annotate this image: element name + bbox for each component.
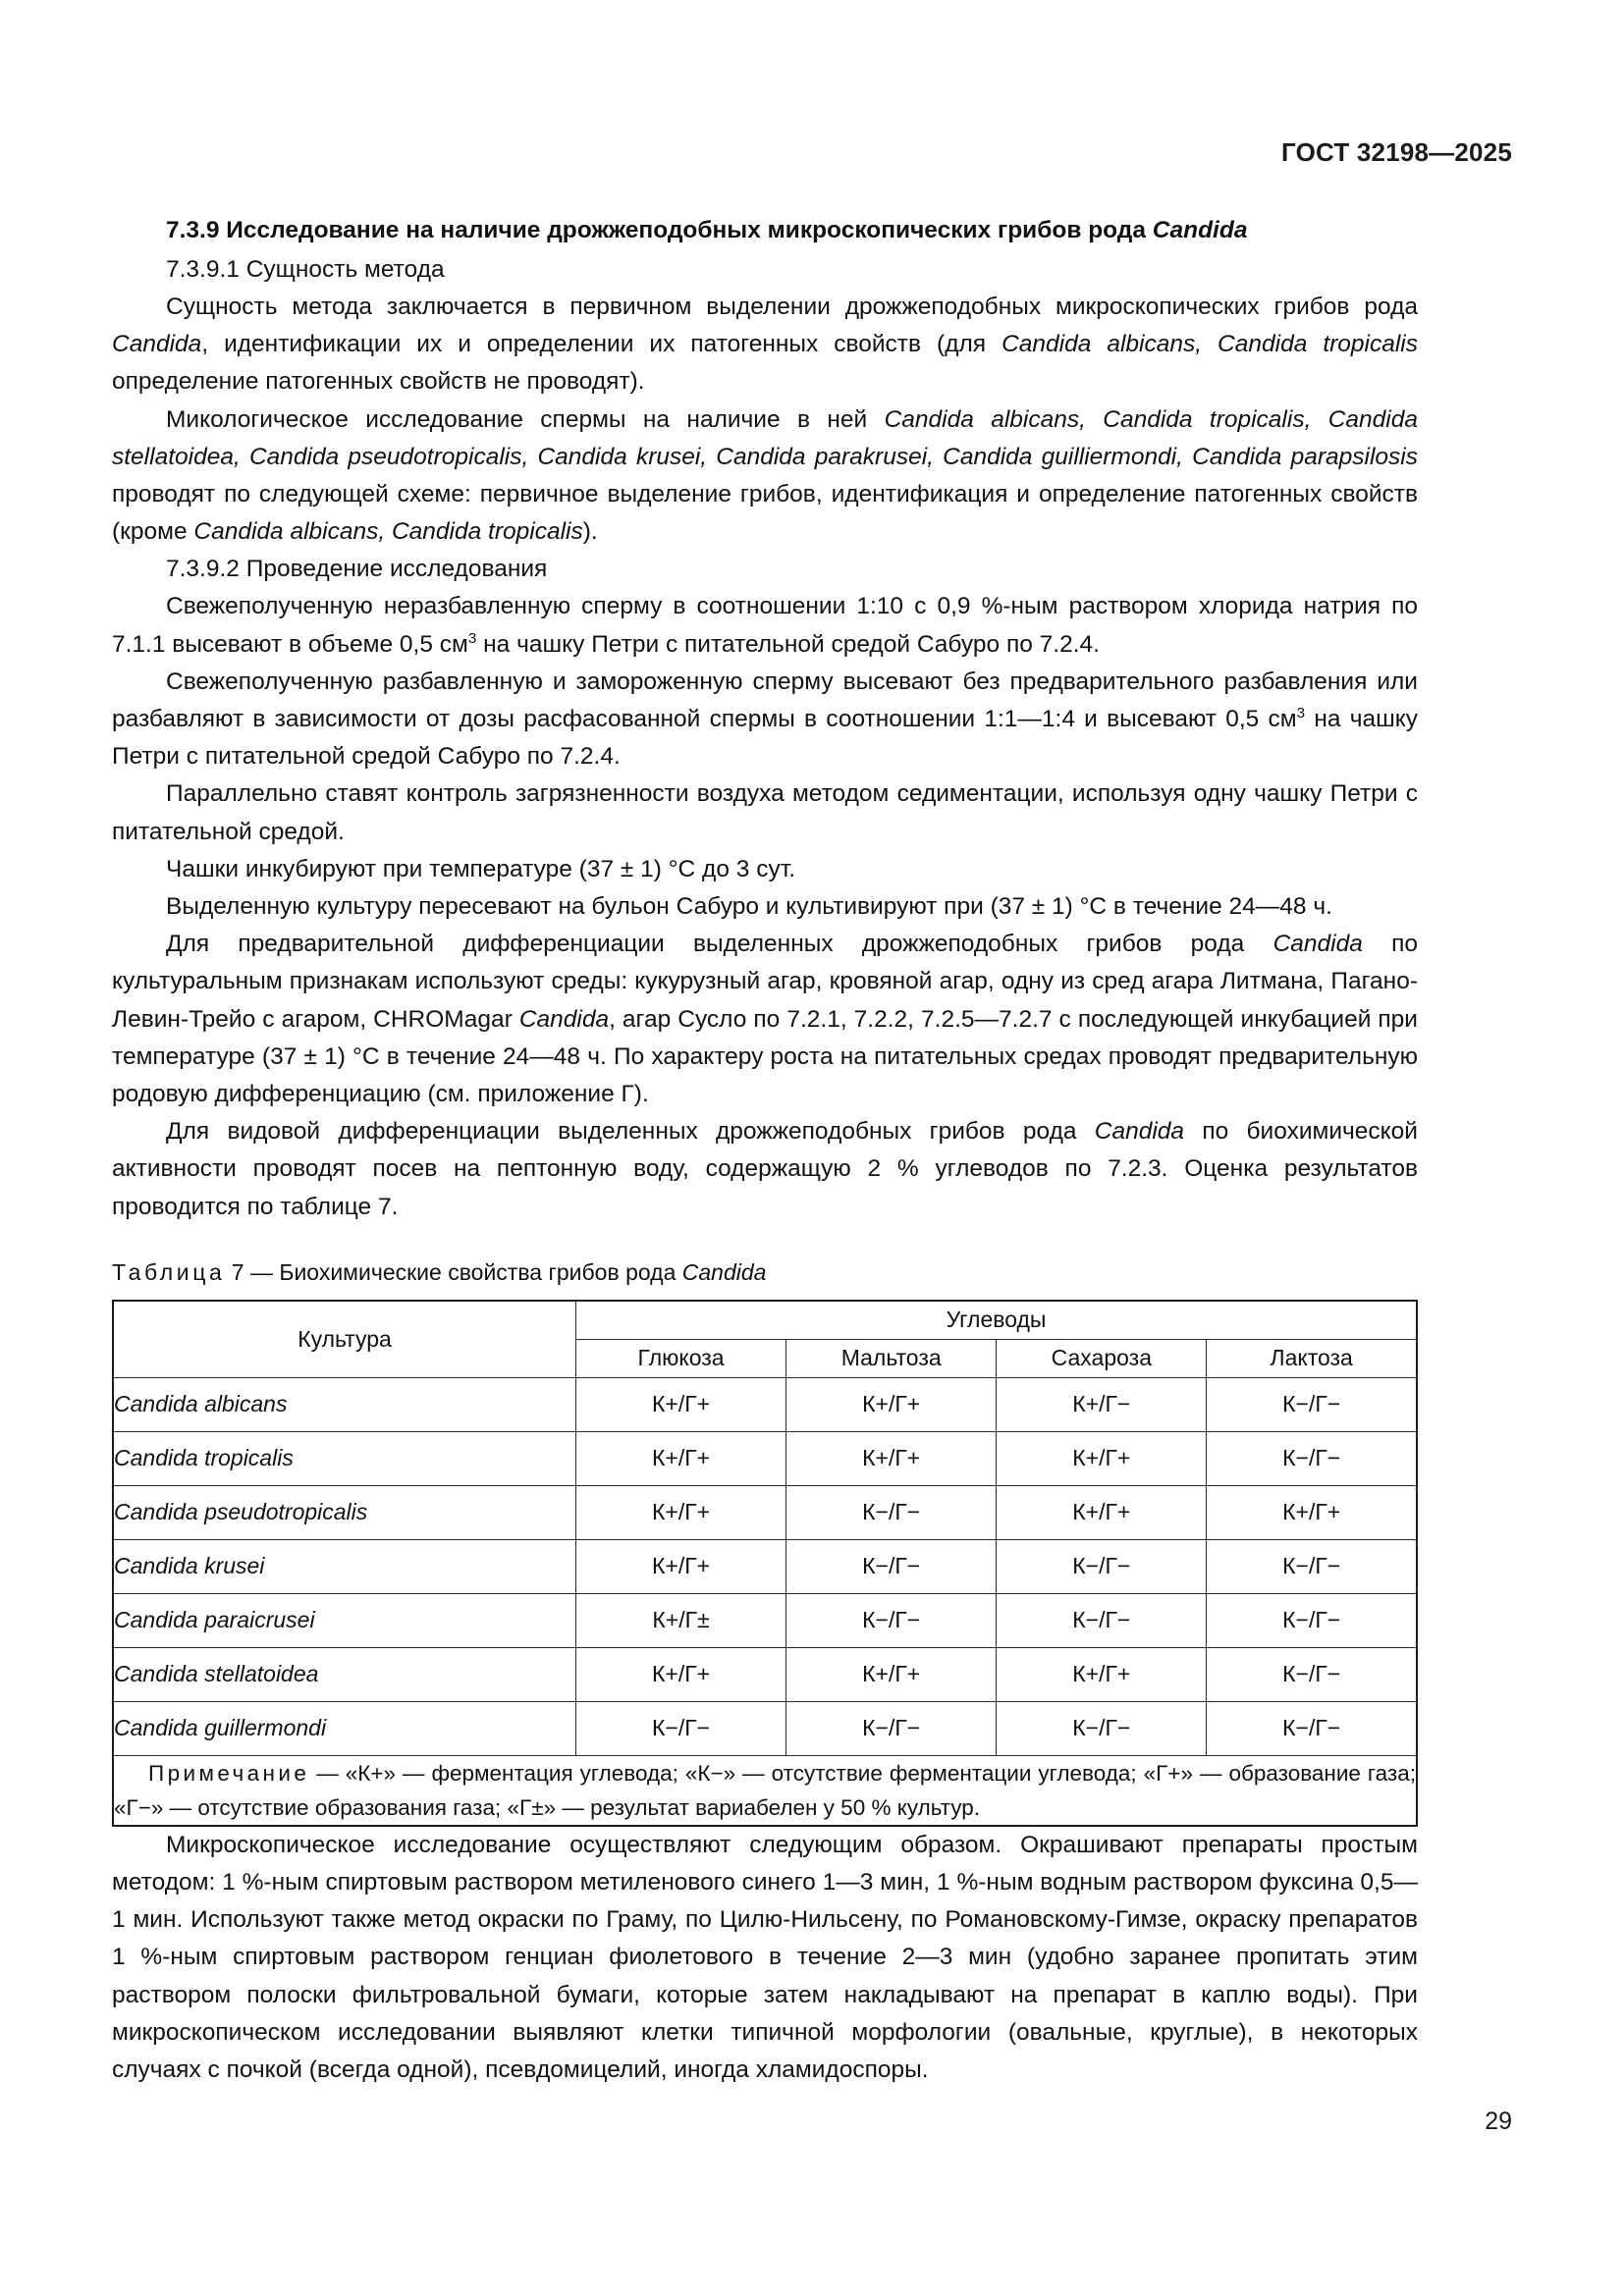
text-run: , агар Сусло по 7.2.1, 7.2.2, 7.2.5—7.2.7 с последующей инкубацией при температуре (37 ± 1) °С в течение 24—48 ч. По характеру роста на питательных средах проводят предварительную родовую дифференциацию (см. приложение Г). — [112, 1005, 1418, 1108]
table-row — [113, 1701, 1417, 1755]
cell-maltose: К−/Г− — [786, 1485, 997, 1539]
cell-culture: Candida pseudotropicalis — [113, 1485, 576, 1539]
species-list: Candida albicans, Candida tropicalis, Candida stellatoidea, Candida pseudotropicalis, Candida krusei, Candida parakrusei, Candida guilliermondi, Candida parapsilosis — [112, 405, 1419, 470]
text-run: Микологическое исследование спермы на наличие в ней — [166, 405, 885, 433]
section-heading — [112, 212, 1418, 249]
text-run: проводят по следующей схеме: первичное выделение грибов, идентификация и определение патогенных свойств (кроме — [112, 481, 1418, 546]
column-header-culture: Культура — [113, 1301, 576, 1378]
species-name: Candida albicans, Candida tropicalis — [193, 518, 583, 546]
text-run: на чашку Петри с питательной средой Сабуро по 7.2.4. — [476, 630, 1100, 658]
text-run: Сущность метода заключается в первичном выделении дрожжеподобных микроскопических грибов рода — [166, 294, 1418, 320]
table-row — [113, 1647, 1417, 1701]
paragraph-preliminary-differentiation — [112, 926, 1418, 1113]
table-row — [113, 1431, 1417, 1485]
column-header-sucrose: Сахароза — [997, 1339, 1207, 1377]
cell-maltose: К+/Г+ — [786, 1647, 997, 1701]
table-caption-dash: — — [249, 1258, 273, 1285]
cell-culture: Candida stellatoidea — [113, 1647, 576, 1701]
table-caption-species: Candida — [681, 1258, 767, 1285]
text-run: Для видовой дифференциации выделенных дрожжеподобных грибов рода — [166, 1118, 1095, 1146]
paragraph-mycological-study — [112, 401, 1418, 552]
text-run: Свежеполученную разбавленную и замороженную сперму высевают без предварительного разбавления или разбавляют в зависимости от дозы расфасованной спермы в соотношении 1:1—1:4 и высевают 0,5 см — [112, 667, 1418, 733]
paragraph-diluted-sperm — [112, 664, 1418, 776]
standard-designation: ГОСТ 32198—2025 — [1281, 137, 1512, 167]
cell-glucose: К−/Г− — [576, 1701, 786, 1755]
table-body — [113, 1377, 1417, 1826]
table-note — [113, 1755, 1417, 1826]
running-header — [0, 137, 1512, 168]
section-heading-species: Candida — [1152, 217, 1248, 243]
column-header-carbohydrates: Углеводы — [576, 1301, 1418, 1340]
column-header-glucose: Глюкоза — [576, 1339, 786, 1377]
cell-glucose: К+/Г+ — [576, 1539, 786, 1593]
cell-lactose: К−/Г− — [1207, 1593, 1417, 1647]
cell-sucrose: К−/Г− — [997, 1701, 1207, 1755]
cell-lactose: К−/Г− — [1207, 1701, 1417, 1755]
table-caption-text: Биохимические свойства грибов рода — [279, 1258, 682, 1285]
paragraph-species-differentiation — [112, 1113, 1418, 1226]
species-name: Candida — [112, 331, 202, 358]
cell-sucrose: К+/Г− — [997, 1377, 1207, 1431]
cell-sucrose: К+/Г+ — [997, 1431, 1207, 1485]
species-name: Candida — [1094, 1118, 1185, 1146]
biochemical-properties-table — [112, 1300, 1418, 1827]
cell-maltose: К+/Г+ — [786, 1431, 997, 1485]
table-caption-number: 7 — [231, 1258, 244, 1285]
table-note-text: — «К+» — ферментация углевода; «К−» — отсутствие ферментации углевода; «Г+» — образование газа; «Г−» — отсутствие образования газа; «Г±» — результат вариабелен у 50 % культур. — [114, 1760, 1416, 1820]
cell-culture: Candida paraicrusei — [113, 1593, 576, 1647]
cell-lactose: К−/Г− — [1207, 1539, 1417, 1593]
cell-maltose: К−/Г− — [786, 1593, 997, 1647]
cell-glucose: К+/Г+ — [576, 1647, 786, 1701]
column-header-maltose: Мальтоза — [786, 1339, 997, 1377]
cell-lactose: К−/Г− — [1207, 1377, 1417, 1431]
table-note-label: Примечание — [148, 1760, 310, 1786]
cell-sucrose: К−/Г− — [997, 1593, 1207, 1647]
species-name: Candida albicans, Candida tropicalis — [1001, 331, 1418, 358]
text-run: ). — [582, 518, 598, 546]
subsection-heading-2: 7.3.9.2 Проведение исследования — [166, 556, 548, 583]
cell-maltose: К−/Г− — [786, 1539, 997, 1593]
paragraph-essence — [112, 289, 1418, 401]
paragraph-subculture: Выделенную культуру пересевают на бульон Сабуро и культивируют при (37 ± 1) °С в течение 24—48 ч. — [166, 893, 1332, 921]
table-row — [113, 1485, 1417, 1539]
cell-maltose: К+/Г+ — [786, 1377, 997, 1431]
table-caption-word: Таблица — [112, 1258, 226, 1285]
cell-culture: Candida guillermondi — [113, 1701, 576, 1755]
cell-glucose: К+/Г+ — [576, 1485, 786, 1539]
table-caption — [112, 1255, 1418, 1289]
text-run: Для предварительной дифференциации выделенных дрожжеподобных грибов рода — [166, 931, 1273, 958]
cell-sucrose: К+/Г+ — [997, 1485, 1207, 1539]
species-name: Candida — [518, 1005, 610, 1033]
table-row — [113, 1539, 1417, 1593]
text-run: , идентификации их и определении их патогенных свойств (для — [201, 331, 1002, 358]
table-row — [113, 1593, 1417, 1647]
table-row — [113, 1377, 1417, 1431]
text-run: на чашку Петри с питательной средой Сабуро по 7.2.4. — [112, 706, 1419, 771]
paragraph-air-control: Параллельно ставят контроль загрязненности воздуха методом седиментации, используя одну чашку Петри с питательной средой. — [112, 780, 1418, 845]
text-run: по биохимической активности проводят посев на пептонную воду, содержащую 2 % углеводов по 7.2.3. Оценка результатов проводится по таблице 7. — [112, 1118, 1418, 1220]
paragraph-incubation: Чашки инкубируют при температуре (37 ± 1) °С до 3 сут. — [166, 855, 796, 882]
table-head — [113, 1301, 1417, 1378]
species-name: Candida — [1272, 931, 1363, 958]
text-run: Свежеполученную неразбавленную сперму в соотношении 1:10 с 0,9 %-ным раствором хлорида натрия по 7.1.1 высевают в объеме 0,5 см — [112, 593, 1418, 658]
cell-glucose: К+/Г+ — [576, 1431, 786, 1485]
text-run: по культуральным признакам используют среды: кукурузный агар, кровяной агар, одну из сред агара Литмана, Пагано-Левин-Трейо с агаром, CHROMagar — [112, 931, 1419, 1033]
superscript-exponent: 3 — [467, 629, 477, 647]
superscript-exponent: 3 — [1296, 704, 1306, 721]
cell-maltose: К−/Г− — [786, 1701, 997, 1755]
page-content — [112, 212, 1418, 2089]
table-header-row-1 — [113, 1301, 1417, 1340]
cell-culture: Candida albicans — [113, 1377, 576, 1431]
cell-culture: Candida tropicalis — [113, 1431, 576, 1485]
cell-sucrose: К+/Г+ — [997, 1647, 1207, 1701]
subsection-heading-1: 7.3.9.1 Сущность метода — [166, 256, 445, 283]
section-heading-text: 7.3.9 Исследование на наличие дрожжеподобных микроскопических грибов рода — [166, 217, 1153, 243]
cell-lactose: К−/Г− — [1207, 1431, 1417, 1485]
text-run: определение патогенных свойств не проводят). — [112, 368, 645, 396]
cell-culture: Candida krusei — [113, 1539, 576, 1593]
cell-lactose: К+/Г+ — [1207, 1485, 1417, 1539]
column-header-lactose: Лактоза — [1207, 1339, 1417, 1377]
cell-sucrose: К−/Г− — [997, 1539, 1207, 1593]
cell-glucose: К+/Г± — [576, 1593, 786, 1647]
cell-lactose: К−/Г− — [1207, 1647, 1417, 1701]
paragraph-microscopic-examination: Микроскопическое исследование осуществляют следующим образом. Окрашивают препараты простым методом: 1 %-ным спиртовым раствором метиленового синего 1—3 мин, 1 %-ным водным раствором фуксина 0,5—1 мин. Используют также метод окраски по Граму, по Цилю-Нильсену, по Романовскому-Гимзе, окраску препаратов 1 %-ным спиртовым раствором генциан фиолетового в течение 2—3 мин (удобно заранее пропитать этим раствором полоски фильтровальной бумаги, которые затем накладывают на препарат в каплю воды). При микроскопическом исследовании выявляют клетки типичной морфологии (овальные, круглые), в некоторых случаях с почкой (всегда одной), псевдомицелий, иногда хламидоспоры. — [112, 1831, 1418, 2084]
table-note-row — [113, 1755, 1417, 1826]
page-number: 29 — [1485, 2108, 1512, 2135]
cell-glucose: К+/Г+ — [576, 1377, 786, 1431]
paragraph-undiluted-sperm — [112, 588, 1418, 663]
